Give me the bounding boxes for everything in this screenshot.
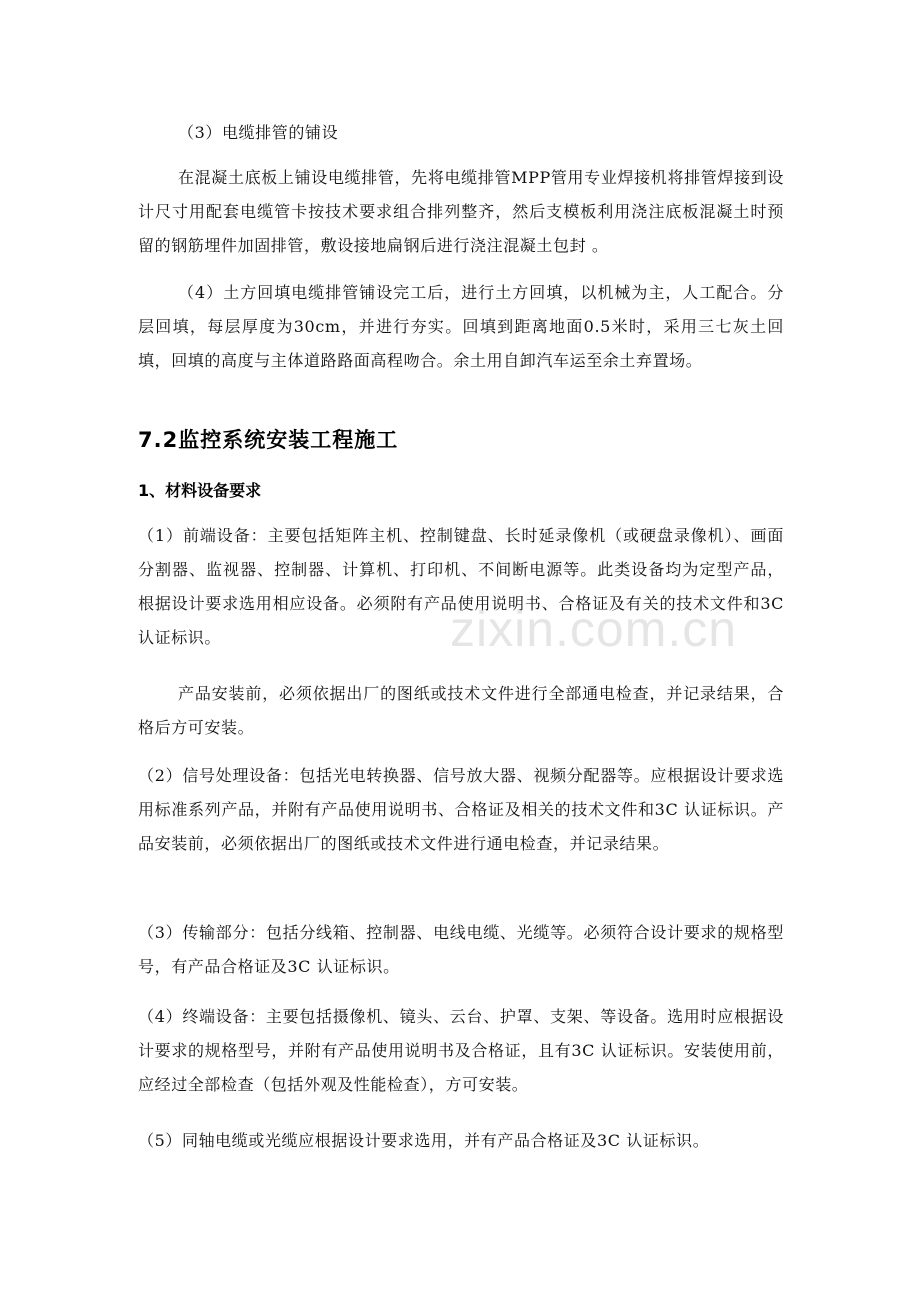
paragraph-transmission: （3）传输部分：包括分线箱、控制器、电线电缆、光缆等。必须符合设计要求的规格型号，有产品合格证及3C 认证标识。 xyxy=(138,923,784,976)
subsection-3-heading: （3）电缆排管的铺设 xyxy=(178,123,339,142)
paragraph-backfill: （4）土方回填电缆排管铺设完工后，进行土方回填，以机械为主，人工配合。分层回填，每层厚度为30cm，并进行夯实。回填到距离地面0.5米时，采用三七灰土回填，回填的高度与主体道路路面高程吻合。余土用自卸汽车运至余土弃置场。 xyxy=(138,283,784,370)
paragraph-front-end-equipment: （1）前端设备：主要包括矩阵主机、控制键盘、长时延录像机（或硬盘录像机）、画面分割器、监视器、控制器、计算机、打印机、不间断电源等。此类设备均为定型产品，根据设计要求选用相应设备。必须附有产品使用说明书、合格证及有关的技术文件和3C 认证标识。 xyxy=(138,526,784,647)
materials-heading: 1、材料设备要求 xyxy=(138,481,262,500)
paragraph-coax-fiber: （5）同轴电缆或光缆应根据设计要求选用，并有产品合格证及3C 认证标识。 xyxy=(138,1131,710,1150)
paragraph-cable-laying: 在混凝土底板上铺设电缆排管，先将电缆排管MPP管用专业焊接机将排管焊接到设计尺寸用配套电缆管卡按技术要求组合排列整齐，然后支模板利用浇注底板混凝土时预留的钢筋埋件加固排管，敷设接地扁钢后进行浇注混凝土包封 。 xyxy=(138,168,784,255)
section-7-2-heading: 7.2监控系统安装工程施工 xyxy=(138,428,399,452)
paragraph-pre-install-check: 产品安装前，必须依据出厂的图纸或技术文件进行全部通电检查，并记录结果，合格后方可安装。 xyxy=(138,684,784,737)
paragraph-signal-processing: （2）信号处理设备：包括光电转换器、信号放大器、视频分配器等。应根据设计要求选用标准系列产品，并附有产品使用说明书、合格证及相关的技术文件和3C 认证标识。产品安装前，必须依据出厂的图纸或技术文件进行通电检查，并记录结果。 xyxy=(138,766,784,853)
watermark-logo: zixin.com.cn xyxy=(450,601,738,657)
paragraph-terminal-equipment: （4）终端设备：主要包括摄像机、镜头、云台、护罩、支架、等设备。选用时应根据设计要求的规格型号，并附有产品使用说明书及合格证，且有3C 认证标识。安装使用前，应经过全部检查（包括外观及性能检查），方可安装。 xyxy=(138,1007,784,1094)
